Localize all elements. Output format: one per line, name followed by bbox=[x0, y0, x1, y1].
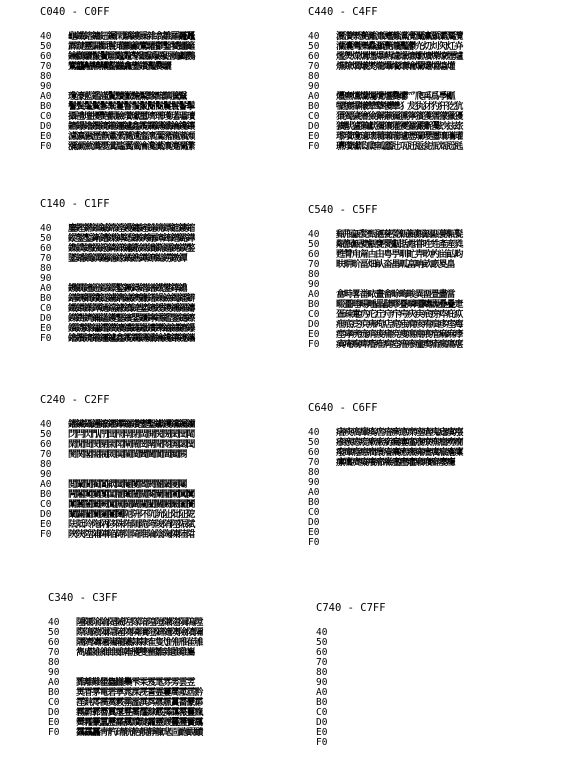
code-row bbox=[316, 738, 576, 748]
code-row bbox=[40, 334, 300, 344]
block-title: C440 - C4FF bbox=[308, 6, 378, 18]
row-label: 80 bbox=[316, 667, 328, 678]
row-label: 60 bbox=[48, 637, 60, 648]
row-label: 40 bbox=[308, 31, 320, 42]
code-row bbox=[40, 254, 300, 264]
code-row bbox=[308, 270, 568, 280]
row-label: B0 bbox=[40, 489, 52, 500]
row-glyphs: 鐆鐇鐈鐉鐊鐋鐌鐍鐎鐏鐐鐑鐒鐓鐔 bbox=[68, 253, 187, 264]
row-glyphs: 畉畊畍畐畑畒畓畕畖畗畘畝畞畟畠 bbox=[336, 259, 455, 270]
row-glyphs: 甐甑甒甓甔甕甖甗甛甝甞甠甡產産甤 bbox=[336, 239, 463, 250]
row-label: 40 bbox=[316, 627, 328, 638]
block-title: C640 - C6FF bbox=[308, 402, 378, 414]
code-row bbox=[48, 648, 308, 658]
row-label: 70 bbox=[308, 457, 320, 468]
row-label: F0 bbox=[48, 727, 60, 738]
row-glyphs: 癝癟癠癡癢癤癥癦癧癨癩癪癬癭癮 bbox=[336, 457, 455, 468]
code-block-c740 bbox=[316, 602, 576, 748]
row-label: 90 bbox=[48, 667, 60, 678]
row-glyphs: 鐖鐗鐘鐙鐚鐛鐜鐝鐞鐟鐠鐡鐢鐣鐤 bbox=[68, 283, 187, 294]
row-glyphs: 爡爢爣爤爥爦爧爨爩爫爮爯爲爳爴 bbox=[336, 91, 455, 102]
row-label: C0 bbox=[308, 111, 320, 122]
row-glyphs: 鑅鑆鑇鑈鑉鑊鑋鑌鑍鑎鑏鑐鑑鑒鑓鑔 bbox=[68, 313, 195, 324]
row-glyphs: 靎靏靐靑靔靕靗靘靚靜靝靟靣靤靦靧 bbox=[76, 727, 203, 738]
row-label: B0 bbox=[308, 299, 320, 310]
row-label: F0 bbox=[40, 529, 52, 540]
row-label: 60 bbox=[308, 447, 320, 458]
row-glyphs: 鑥鑦鑧鑨鑩鑪鑫鑬鑭鑮鑯鑰鑱鑲鑳鑴 bbox=[68, 333, 195, 344]
row-glyphs: 獷獸獹獺獻獼獽獾獿玀玁玂玃玅玆玈 bbox=[336, 121, 463, 132]
row-label: A0 bbox=[48, 677, 60, 688]
row-label: C0 bbox=[48, 697, 60, 708]
row-label: 70 bbox=[308, 259, 320, 270]
row-glyphs: 閡関閣閤閥閦閧閨閩閪閫閬閭閮閯 bbox=[68, 449, 187, 460]
row-label: D0 bbox=[308, 517, 320, 528]
row-glyphs: 際隝隞隟隠隡隢隣隤隥隦隨隩險隫隬 bbox=[76, 627, 203, 638]
row-label: A0 bbox=[40, 283, 52, 294]
row-label: B0 bbox=[48, 687, 60, 698]
row-label: B0 bbox=[40, 293, 52, 304]
code-row bbox=[316, 708, 576, 718]
row-glyphs: 霧霨霩霫霬霮霯霱霳霴霵霶霷霺霻霼 bbox=[76, 707, 203, 718]
code-row bbox=[48, 658, 308, 668]
row-glyphs: 隭隮隯隱隲隴隵隷隸隺隻隿雂雃雈雊 bbox=[76, 637, 203, 648]
row-label: E0 bbox=[48, 717, 60, 728]
row-label: D0 bbox=[48, 707, 60, 718]
row-label: B0 bbox=[316, 697, 328, 708]
code-row bbox=[308, 528, 568, 538]
block-title: C340 - C3FF bbox=[48, 592, 118, 604]
row-label: D0 bbox=[40, 313, 52, 324]
row-glyphs: 甦甧甪甮甴甶甹甼甽甿畁畂畃畄畆畇 bbox=[336, 249, 463, 260]
row-label: B0 bbox=[308, 497, 320, 508]
code-row bbox=[308, 508, 568, 518]
code-row bbox=[316, 658, 576, 668]
row-label: 70 bbox=[40, 449, 52, 460]
row-label: 70 bbox=[40, 253, 52, 264]
row-glyphs: 阹阺阾陁陃陊陎陏陑陒陓陖陗陘陙陚 bbox=[68, 519, 195, 530]
row-label: 70 bbox=[40, 61, 52, 72]
row-glyphs: 霔霕霗霘霙霚霛霝霟霠霡霢霣霤霥霦 bbox=[76, 697, 203, 708]
row-label: 70 bbox=[316, 657, 328, 668]
row-glyphs: 鑕鑖鑗鑘鑙鑚鑛鑜鑝鑞鑟鑠鑡鑢鑣鑤 bbox=[68, 323, 195, 334]
row-label: 90 bbox=[308, 279, 320, 290]
row-glyphs: 瓙瓚瓛瓝瓟瓡瓥瓧瓨瓩瓪瓫瓬瓭瓰瓱 bbox=[336, 141, 463, 152]
row-glyphs: 疶疷疺疻疿痀痁痆痋痌痎痏痐痑痓痗 bbox=[336, 319, 463, 330]
code-row bbox=[308, 538, 568, 548]
row-label: 60 bbox=[308, 249, 320, 260]
code-block-c340 bbox=[48, 592, 308, 738]
row-label: A0 bbox=[40, 91, 52, 102]
row-label: 90 bbox=[40, 273, 52, 284]
code-row bbox=[48, 728, 308, 738]
row-label: E0 bbox=[40, 519, 52, 530]
row-label: F0 bbox=[308, 141, 320, 152]
row-label: C0 bbox=[308, 507, 320, 518]
row-label: 80 bbox=[308, 467, 320, 478]
row-glyphs: 瘏瘐瘑瘒瘓瘔瘖瘚瘜瘝瘞瘡瘣瘧瘨瘬 bbox=[336, 427, 463, 438]
row-label: 40 bbox=[308, 229, 320, 240]
row-label: 80 bbox=[308, 71, 320, 82]
row-glyphs: 鐵鐶鐷鐸鐹鐺鐻鐼鐽鐾鐿鑀鑁鑂鑃鑄 bbox=[68, 303, 195, 314]
row-glyphs: 瓊濠藍鑑謹鬒黷黴黵黶黲黯黰黱黳 bbox=[68, 91, 187, 102]
row-label: F0 bbox=[308, 339, 320, 350]
row-label: C0 bbox=[40, 303, 52, 314]
code-row bbox=[308, 72, 568, 82]
row-label: 50 bbox=[48, 627, 60, 638]
code-block-c240 bbox=[40, 394, 300, 540]
row-glyphs: 陜陝陞陠陣陥陦陫陭陮陯陰陱陳陸陹 bbox=[68, 529, 195, 540]
row-glyphs: 瘮瘯瘱瘲瘶瘷瘹瘺瘻瘽癁療癄癅癆癇 bbox=[336, 437, 463, 448]
row-label: C0 bbox=[316, 707, 328, 718]
code-row bbox=[308, 518, 568, 528]
row-label: 60 bbox=[316, 647, 328, 658]
row-label: 50 bbox=[316, 637, 328, 648]
row-glyphs: 癈癉癊癋癎癏癐癑癒癓癕癗癘癙癚癛 bbox=[336, 447, 463, 458]
code-row bbox=[40, 460, 300, 470]
row-glyphs: 霹靆靈闢顴鬟瓘鸝籲鸞驩鬱鑿饕鱷籬 bbox=[68, 41, 195, 52]
row-glyphs: 鑵鑶鑷鑸鑹鑺鑻鑼鑽鑾鑿钀钁钂钃钄 bbox=[68, 419, 195, 430]
code-block-c540 bbox=[308, 204, 568, 350]
row-label: E0 bbox=[40, 323, 52, 334]
row-glyphs: 瓈瓉瓊瓋瓌瓍瓎瓏瓐瓑瓓瓔瓕瓖瓗瓘 bbox=[336, 131, 463, 142]
row-label: 50 bbox=[40, 41, 52, 52]
row-glyphs: 犤犥犦犧犨犩犪犫犭犮犱犲犳犴犵犺 bbox=[336, 101, 463, 112]
row-label: E0 bbox=[308, 131, 320, 142]
row-label: 50 bbox=[40, 429, 52, 440]
row-glyphs: 爑爒爓爔爕爖爗爘爙爚爛爜爝爞爟 bbox=[336, 61, 455, 72]
code-row bbox=[316, 718, 576, 728]
row-label: 80 bbox=[40, 71, 52, 82]
row-label: F0 bbox=[308, 537, 320, 548]
row-label: D0 bbox=[40, 121, 52, 132]
code-row bbox=[40, 62, 300, 72]
row-label: A0 bbox=[308, 91, 320, 102]
code-row bbox=[40, 72, 300, 82]
row-label: 80 bbox=[40, 459, 52, 470]
code-block-c140 bbox=[40, 198, 300, 344]
row-glyphs: 鏖鏗鏘鏙鏚鏛鏜鏝鏞鏟鏠鏡鏢鏣鏤鏥 bbox=[68, 223, 195, 234]
block-title: C540 - C5FF bbox=[308, 204, 378, 216]
row-label: 40 bbox=[40, 31, 52, 42]
row-label: E0 bbox=[308, 527, 320, 538]
row-glyphs: 獧獨獩獪獫獬獭獮獯獰獱獲獳獴獵獶 bbox=[336, 111, 463, 122]
row-label: D0 bbox=[40, 509, 52, 520]
row-glyphs: 閁閂閃閄閅閆閇閈閉閊開閌閍閎閏閐 bbox=[68, 429, 195, 440]
row-label: C0 bbox=[40, 111, 52, 122]
row-label: 40 bbox=[40, 419, 52, 430]
row-label: 40 bbox=[308, 427, 320, 438]
row-label: C0 bbox=[40, 499, 52, 510]
block-title: C240 - C2FF bbox=[40, 394, 110, 406]
row-label: E0 bbox=[316, 727, 328, 738]
block-title: C740 - C7FF bbox=[316, 602, 386, 614]
row-glyphs: 闡闢闣闤闥闦闧阨阩阫阬阭阯阰阷阸 bbox=[68, 509, 195, 520]
block-title: C040 - C0FF bbox=[40, 6, 110, 18]
row-glyphs: 爁爂爃爄爅爆爇爈爉爊爋爌爍爎爏爐 bbox=[336, 51, 463, 62]
row-label: E0 bbox=[40, 131, 52, 142]
row-label: F0 bbox=[316, 737, 328, 748]
row-label: 90 bbox=[40, 469, 52, 480]
row-label: 90 bbox=[316, 677, 328, 688]
row-label: A0 bbox=[316, 687, 328, 698]
row-glyphs: 畣畤畧畨畩畫畬畭畮畯異畱畳畵當 bbox=[336, 289, 455, 300]
code-row bbox=[316, 698, 576, 708]
row-label: 80 bbox=[308, 269, 320, 280]
code-block-c640 bbox=[308, 402, 568, 548]
code-row bbox=[40, 142, 300, 152]
code-row bbox=[40, 264, 300, 274]
row-glyphs: 痶痷痸痺痻痽痾瘂瘄瘆瘇瘈瘉瘋瘍瘎 bbox=[336, 339, 463, 350]
row-glyphs: 鸞龘齇齈齉齾龖龕鑾鑽灩爨驪 bbox=[68, 61, 171, 72]
row-label: 50 bbox=[308, 437, 320, 448]
row-label: 80 bbox=[40, 263, 52, 274]
code-row bbox=[308, 488, 568, 498]
row-label: B0 bbox=[308, 101, 320, 112]
row-label: 60 bbox=[308, 51, 320, 62]
row-glyphs: 霽霿靀靁靂靃靄靅靆靇靈靉靊靋靌靍 bbox=[76, 717, 203, 728]
row-glyphs: 鏦鏧鏨鏩鏪鏫鏬鏭鏮鏯鏰鏱鏲鏳鏴鏵 bbox=[68, 233, 195, 244]
code-row bbox=[308, 468, 568, 478]
code-row bbox=[316, 678, 576, 688]
row-label: 60 bbox=[40, 51, 52, 62]
code-row bbox=[316, 728, 576, 738]
row-label: D0 bbox=[308, 121, 320, 132]
row-label: 70 bbox=[48, 647, 60, 658]
row-glyphs: 龜鐵鎔鏞鈕钃閑驕鏤躁雜翕雛羅龗鼉 bbox=[68, 31, 195, 42]
row-glyphs: 瀰瀱瀲瀳瀴瀵瀶瀷瀸瀹瀺瀻瀼瀽瀾瀿 bbox=[68, 141, 195, 152]
row-glyphs: 鑣鑤鑥鑦鑧鑨鑩鑪鑫鑬鑭鑮鑯鑰鑱鑲 bbox=[68, 121, 195, 132]
block-title: C140 - C1FF bbox=[40, 198, 110, 210]
code-row bbox=[316, 668, 576, 678]
code-row bbox=[308, 498, 568, 508]
row-label: 90 bbox=[40, 81, 52, 92]
code-row bbox=[308, 142, 568, 152]
row-glyphs: 攝禮壇擾艷觀驗瓚瓛璽璾瓀瓁瓂瓃瓄 bbox=[68, 111, 195, 122]
row-label: 50 bbox=[308, 41, 320, 52]
code-row bbox=[316, 688, 576, 698]
row-glyphs: 甀甁甂甃甄甅甆甇甈甉甊甋甌甍甎甏 bbox=[336, 229, 463, 240]
row-glyphs: 雡離難雤雥雦雧雫雬雭雮雰雱雲雴 bbox=[76, 677, 195, 688]
row-label: 60 bbox=[40, 243, 52, 254]
code-row bbox=[316, 648, 576, 658]
row-label: C0 bbox=[308, 309, 320, 320]
row-label: 50 bbox=[308, 239, 320, 250]
row-label: 90 bbox=[308, 477, 320, 488]
row-label: A0 bbox=[40, 479, 52, 490]
code-row bbox=[316, 638, 576, 648]
row-label: F0 bbox=[40, 141, 52, 152]
row-glyphs: 閑閒間閔閕閖閗閘閙閚閛閜閝閞閟閠 bbox=[68, 439, 195, 450]
row-glyphs: 疍疎疐疓疕疘疛疜疞疢疦疧疨疩疪疭 bbox=[336, 309, 463, 320]
row-label: D0 bbox=[308, 319, 320, 330]
code-row bbox=[308, 340, 568, 350]
row-glyphs: 灡灢灣灤灥灦灧灨灩灪灮灱灲灳灴灷 bbox=[336, 41, 463, 52]
code-row bbox=[308, 458, 568, 468]
code-row bbox=[40, 530, 300, 540]
row-label: A0 bbox=[308, 487, 320, 498]
row-label: B0 bbox=[40, 101, 52, 112]
row-label: F0 bbox=[40, 333, 52, 344]
row-label: 50 bbox=[40, 233, 52, 244]
row-glyphs: 鐥鐦鐧鐨鐩鐪鐫鐬鐭鐮鐯鐰鐱鐲鐳鐴 bbox=[68, 293, 195, 304]
code-row bbox=[316, 628, 576, 638]
row-glyphs: 雵雸雺電雼雽雿霂霃霅霊霋霌霐霑霒 bbox=[76, 687, 203, 698]
row-label: 90 bbox=[308, 81, 320, 92]
row-label: 60 bbox=[40, 439, 52, 450]
row-glyphs: 隀隁隂隃隄隇隉隊隌隍隑隒隓隕隖隚 bbox=[76, 617, 203, 628]
row-glyphs: 雋雐雑雓雔雖雗雘雙雚雛雜雝雞雟 bbox=[76, 647, 195, 658]
code-row bbox=[308, 260, 568, 270]
row-label: E0 bbox=[308, 329, 320, 340]
row-label: 40 bbox=[48, 617, 60, 628]
row-glyphs: 灑灒灓灔灕灖灗灘灙灚灛灜灝灞灟灠 bbox=[336, 31, 463, 42]
row-label: A0 bbox=[308, 289, 320, 300]
row-glyphs: 畷畺畻畼畽畾疀疁疂疄疅疇疈疉疊疌 bbox=[336, 299, 463, 310]
code-block-c040 bbox=[40, 6, 300, 152]
row-glyphs: 閲閳閴閵閶閷閸閹閺閻閼閽閾閿闀 bbox=[68, 479, 187, 490]
row-glyphs: 闁闂闃闄闅闆闇闈闉闊闋闌闍闎闏闐 bbox=[68, 489, 195, 500]
row-glyphs: 濾瀛瀜瀝瀞瀟瀠瀡瀢瀣瀤瀥瀦瀧瀨瀩 bbox=[68, 131, 195, 142]
row-glyphs: 闑闒闓闔闕闖闗闘闙闚闛關闝闞闟闠 bbox=[68, 499, 195, 510]
row-label: 40 bbox=[40, 223, 52, 234]
row-glyphs: 鏶鏷鏸鏹鏺鏻鏼鏽鏾鏿鐀鐁鐂鐃鐄鐅 bbox=[68, 243, 195, 254]
row-label: 80 bbox=[48, 657, 60, 668]
code-block-c440 bbox=[308, 6, 568, 152]
row-glyphs: 鬐鬓鬔鬕鬖鬗鬘鬙鬚鬛鬜鬝鬞鬟鬠鬡 bbox=[68, 101, 195, 112]
row-label: D0 bbox=[316, 717, 328, 728]
code-row bbox=[308, 62, 568, 72]
row-glyphs: 鑰鸛驪鬣鬢騮鼈鼇鼕鼴鼷鼹鼯鶻鸕鸚 bbox=[68, 51, 195, 62]
row-label: 70 bbox=[308, 61, 320, 72]
code-row bbox=[40, 450, 300, 460]
row-glyphs: 痙痚痜痝痟痠痡痥痩痬痭痮痯痲痳痵 bbox=[336, 329, 463, 340]
code-row bbox=[308, 478, 568, 488]
